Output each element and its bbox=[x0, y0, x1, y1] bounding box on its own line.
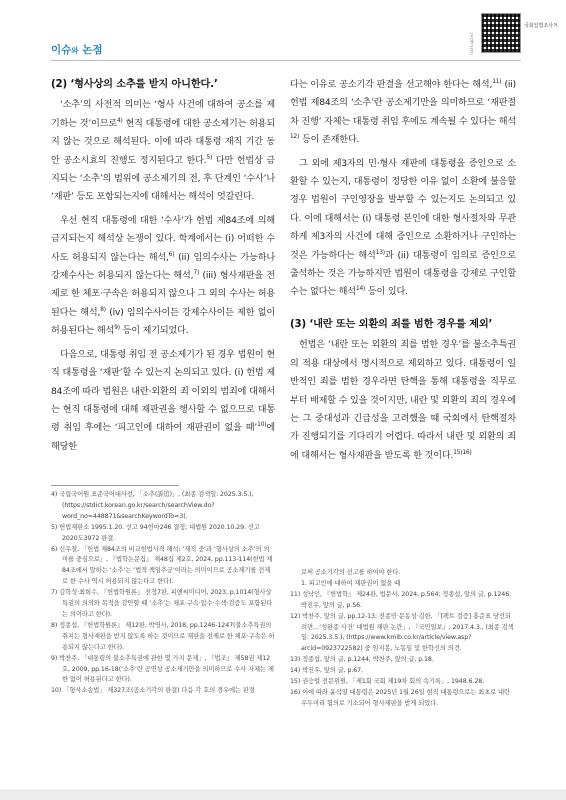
footnote: 4) 국립국어원 표준국어대사전, 「소추(訴追)」, (최종 검색일: 2025.3.5.), (https://stdict.korean.go.kr/search/searchView.do?word_no=448871&searchKeywordTo=3). bbox=[51, 491, 254, 520]
paragraph: 다는 이유로 공소기각 판결을 선고해야 한다는 해석,$^{11)}$ (ii) 헌법 제84조의 ‘소추’란 공소제기만을 의미하므로 ‘재판절차 진행’ 자체는 대통령 취임 후에도 계속될 수 있다는 해석$^{12)}$ 등이 존재한다. bbox=[290, 78, 517, 146]
footnote: 9) 박찬주, 「대통령의 불소추특권에 관한 몇 가지 문제」, 『법조』 제58권 제12호, 2009, pp.16-18(‘소추’란 공연상 공소제기만을 의미하므로 수사 자체는 제한 없이 허용된다고 한다). bbox=[51, 654, 274, 684]
section-heading-3: (3) ‘내란 또는 외환의 죄를 범한 경우를 제외’ bbox=[290, 318, 493, 330]
paragraph: 그 외에 제3자의 민·형사 재판에 대통령을 증인으로 소환할 수 있는지, 대통령이 정당한 이유 없이 소환에 불응할 경우 법원이 구인영장을 발부할 수 있는지도 논의되고 있다. 이에 대해서는 (i) 대통령 본인에 대한 형사절차와 무관하게 제3자의 사건에 대해 증인으로 소환하거나 구인하는 것은 가능하다는 해석$^{13)}$과 (ii) 대통령이 임의로 증인으로 출석하는 것은 가능하지만 법원이 대통령을 강제로 구인할 수는 없다는 해석$^{14)}$ 등이 있다. bbox=[290, 158, 516, 298]
footnote-divider bbox=[51, 485, 179, 486]
footnote: 7) 김학성·최희수, 『헌법학원론』 전정7판, 피앤씨미디어, 2023, p.1014(형사상 특권의 의의와 목적을 감안할 때 ‘소추’는 체포·구속·압수·수색·검증도 포함된다는 의미라고 한다). bbox=[51, 589, 273, 618]
paragraph: ‘소추’의 사전적 의미는 ‘형사 사건에 대하여 공소를 제기하는 것’이므로$^{4)}$ 현직 대통령에 대한 공소제기는 허용되지 않는 것으로 해석된다. 이에 따라 대통령 재직 기간 동안 공소시효의 진행도 정지된다고 한다.$^{5)}$ 다만 헌법상 금지되는 ‘소추’의 범위에 공소제기의 전, 후 단계인 ‘수사’나 ‘재판’ 등도 포함되는지에 대해서는 해석이 엇갈린다. bbox=[51, 100, 275, 203]
left-column bbox=[51, 76, 275, 456]
footnote: 16) 이에 따라 윤석열 대통령은 2025년 1월 26일 현직 대통령으로는 최초로 내란 우두머리 혐의로 기소되어 형사재판을 받게 되었다. bbox=[290, 688, 510, 707]
footnote: 5) 헌법재판소 1995.1.20. 선고 94헌마246 결정; 대법원 2020.10.29. 선고 2020도3972 판결. bbox=[51, 523, 260, 542]
header-divider bbox=[51, 60, 521, 61]
footnote: 13) 정종섭, 앞의 글, p.1244; 박찬주, 앞의 글, p.18. bbox=[290, 656, 434, 664]
footnote: 6) 신우철, 「헌법 제84조의 비교헌법사적 해석: ‘재직 중’과 ‘형사상의 소추’의 의미를 중심으로」, 『법학논문집』 제48집 제2호, 2024, pp.113-114(헌법 제84조에서 말하는 ‘소추’는 ‘법적 책임추궁’이라는 의미이므로 공소제기를 전제로 한 수사 역시 허용되지 않는다고 한다). bbox=[51, 545, 273, 586]
footnote: 12) 박찬주, 앞의 글, pp.12-13; 전종민·문동성·김한, 「[팩트 검증] 홍준표 당선되려면…‘성완종 사건’ 대법원 재판 논란」, 『국민일보』, 2017.4.3., (최종 검색일: 2025.3.5.), (https://www.kmib.co.kr/article/view.asp?arcid=0923722582) 중 임지봉, 노동일 및 한학선의 의견. bbox=[290, 612, 514, 653]
footnotes-right bbox=[290, 568, 516, 710]
side-label: nars.go.kr bbox=[470, 32, 475, 55]
footnote: 14) 박진우, 앞의 글, p.67. bbox=[290, 667, 363, 675]
qr-label: 국회입법조사처 bbox=[524, 23, 558, 29]
right-column bbox=[290, 76, 516, 465]
page-footer-bar bbox=[0, 789, 566, 800]
page-header bbox=[0, 0, 566, 62]
paragraph: 다음으로, 대통령 취임 전 공소제기가 된 경우 법원이 현직 대통령을 ‘재판’할 수 있는지 논의되고 있다. (i) 헌법 제84조에 따라 법원은 내란·외환의 죄 이외의 범죄에 대해서는 현직 대통령에 대해 재판권을 행사할 수 없으므로 대통령 취임 후에는 ‘피고인에 대하여 재판권이 없을 때’$^{10)}$에 해당한 bbox=[51, 349, 275, 452]
qr-code bbox=[481, 13, 521, 53]
footnote-continued: 1. 피고인에 대하여 재판권이 없을 때 bbox=[301, 579, 401, 587]
footnote: 8) 정종섭, 『헌법학원론』 제12판, 박영사, 2018, pp.1246-1247(불소추특권의 취지는 형사재판을 받지 않도록 하는 것이므로 재판을 전제로 한 체포·구속은 허용되지 않는다고 한다). bbox=[51, 621, 275, 651]
footnote: 10) 「형사소송법」 제327조(공소기각의 판결) 다음 각 호의 경우에는 판결 bbox=[51, 687, 255, 695]
footnote: 11) 성낙인, 『헌법학』 제24판, 법문사, 2024, p.564; 정종섭, 앞의 글, p.1246; 박진우, 앞의 글, p.56. bbox=[290, 590, 512, 609]
footnotes-left bbox=[51, 490, 275, 697]
section-heading-2: (2) ‘형사상의 소추를 받지 아니한다.’ bbox=[51, 79, 218, 90]
footnote: 15) 권승렬 전문위원, 「제1회 국회 제19차 회의 속기록」, 1948.6.28. bbox=[290, 678, 485, 686]
footnote-continued: 로써 공소기각의 선고를 하여야 한다. bbox=[301, 569, 401, 576]
section-title: 이슈와 논점 bbox=[51, 44, 103, 56]
paragraph: 우선 현직 대통령에 대한 ‘수사’가 헌법 제84조에 의해 금지되는지 해석상 논쟁이 있다. 학계에서는 (i) 어떠한 수사도 허용되지 않는다는 해석,$^{6)}$ (ii) 임의수사는 가능하나 강제수사는 허용되지 않는다는 해석,$^{7)}$ (iii) 형사재판을 전제로 한 체포·구속은 허용되지 않으나 그 외의 수사는 허용된다는 해석,$^{8)}$ (iv) 임의수사이든 강제수사이든 제한 없이 허용된다는 해석$^{9)}$ 등이 제기되었다. bbox=[51, 215, 276, 337]
paragraph: 헌법은 ‘내란 또는 외환의 죄를 범한 경우’를 불소추특권의 적용 대상에서 명시적으로 제외하고 있다. 대통령이 일반적인 죄를 범한 경우라면 탄핵을 통해 대통령을 직무로부터 배제할 수 있을 것이지만, 내란 및 외환의 죄의 경우에는 그 중대성과 긴급성을 고려했을 때 국회에서 탄핵절차가 진행되기를 기다리기 어렵다. 따라서 내란 및 외환의 죄에 대해서는 형사재판을 받도록 한 것이다.$^{15)16)}$ bbox=[290, 340, 517, 461]
